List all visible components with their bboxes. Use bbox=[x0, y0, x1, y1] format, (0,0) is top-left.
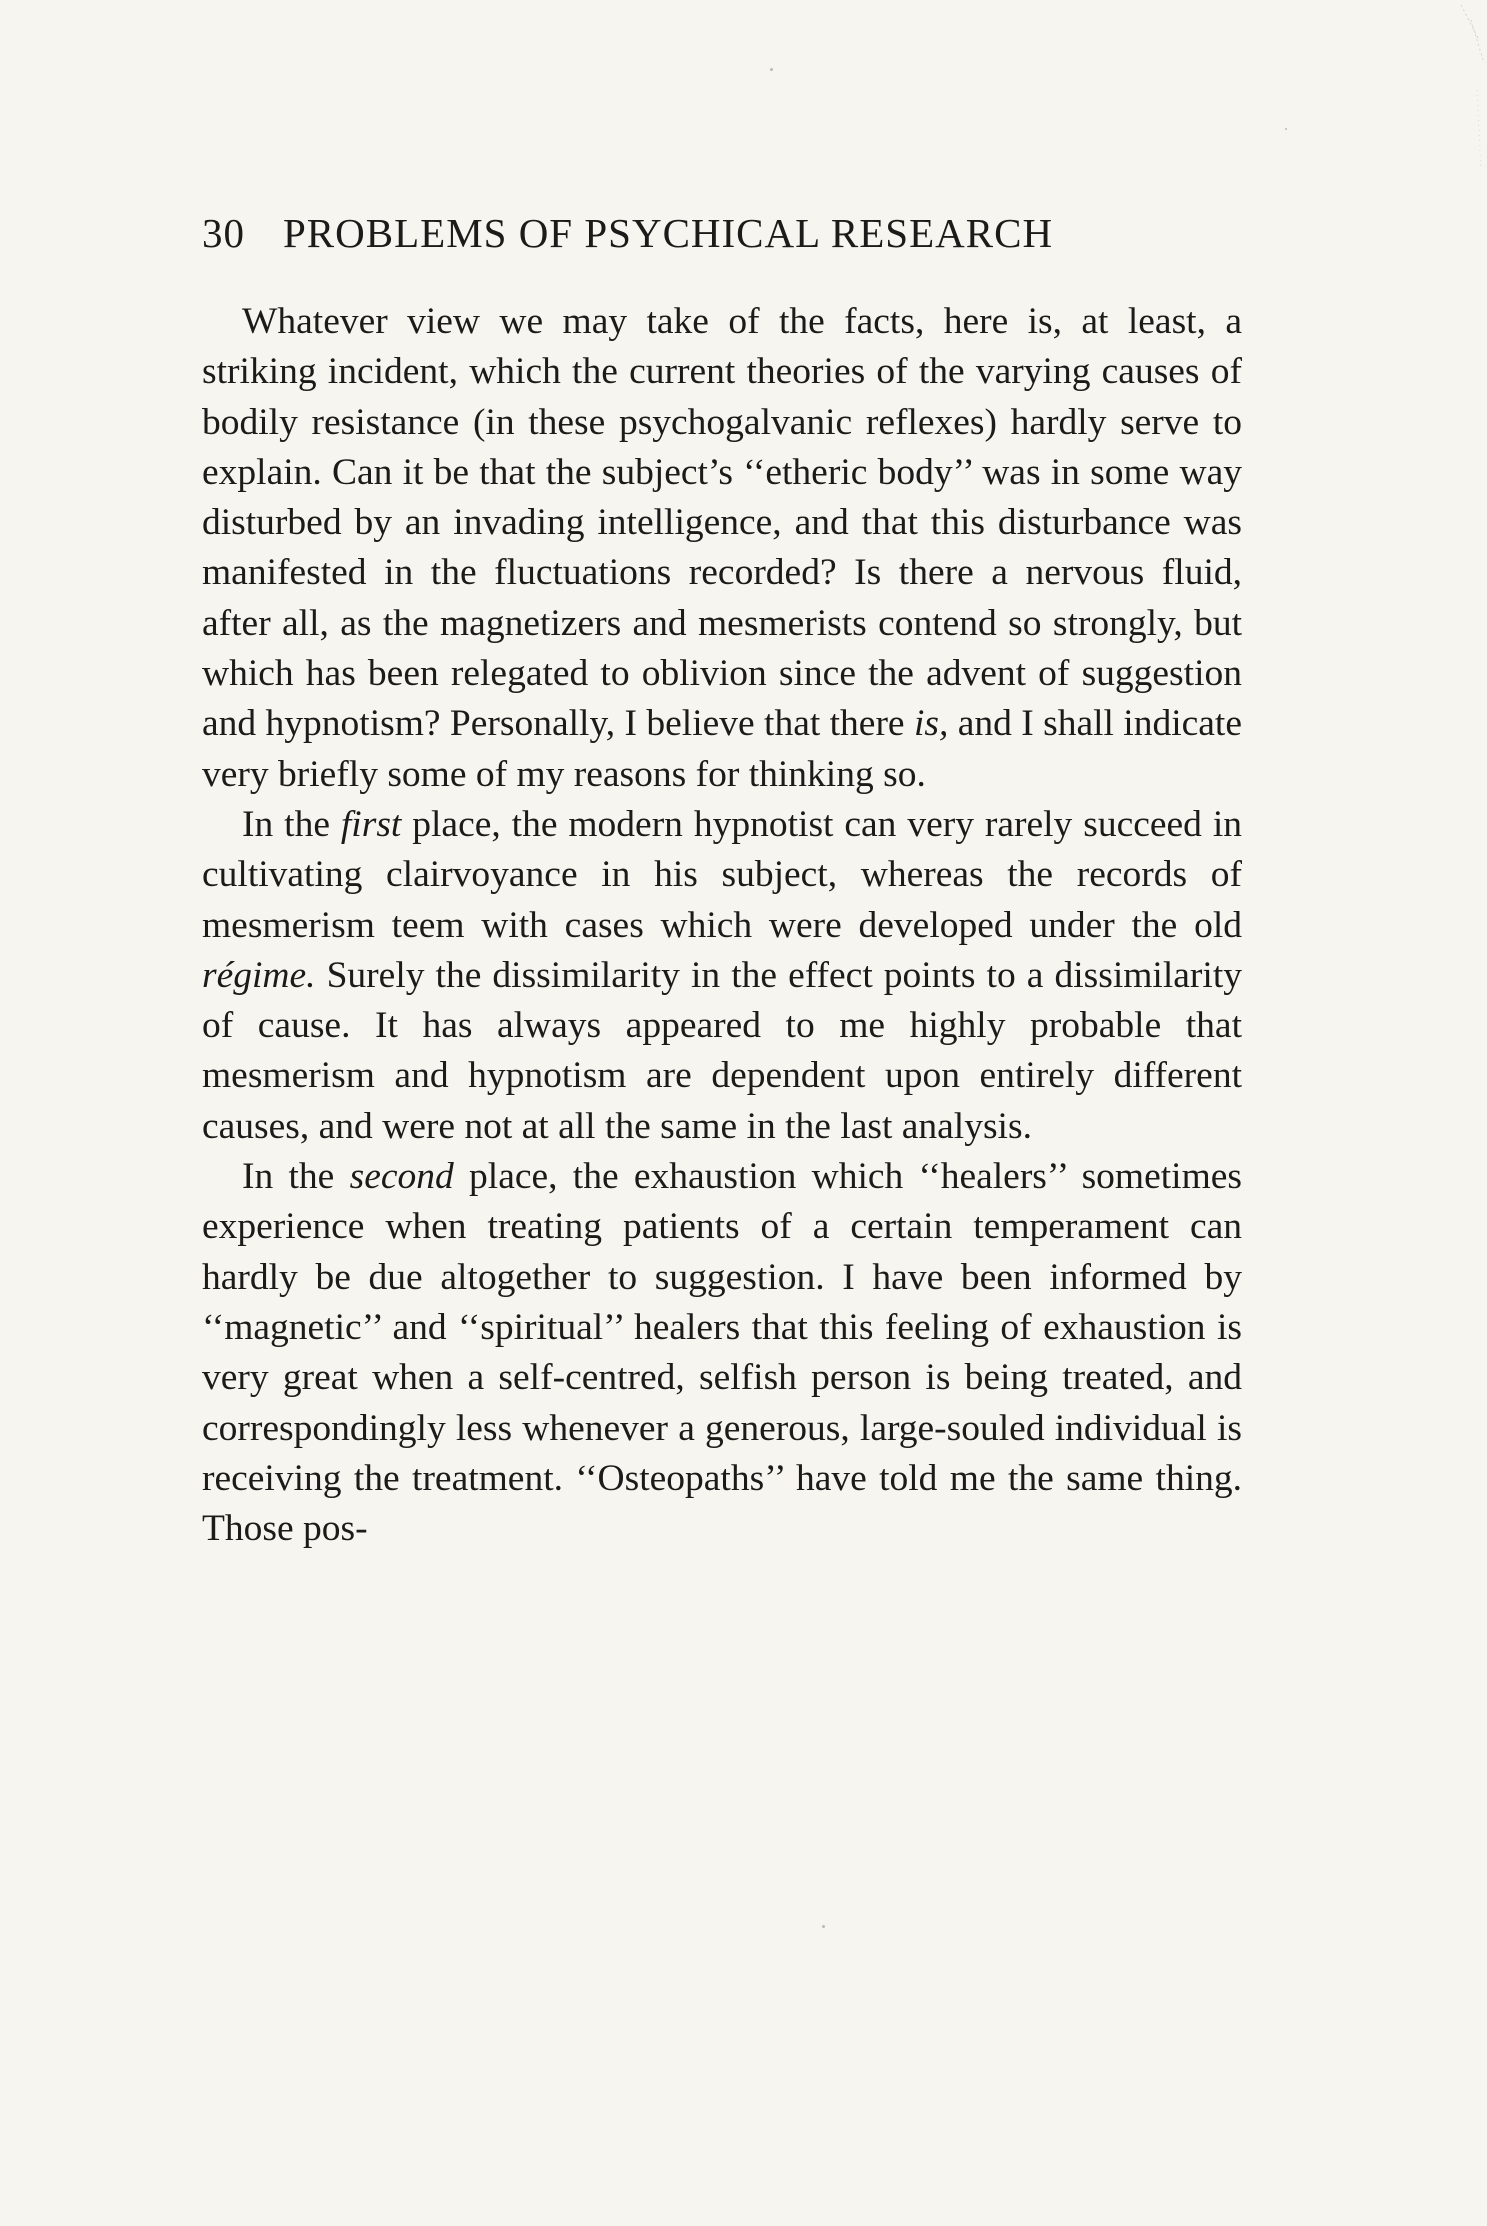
paragraph-3-emphasis-second: second bbox=[349, 1156, 454, 1198]
paragraph-2 bbox=[202, 800, 1242, 1152]
paragraph-3-text-b: place, the exhaustion which ‘‘healers’’ sometimes experience when treating patients of a certain temperament can hardly be due altogether to suggestion. I have been informed by ‘‘magnetic’’ and ‘‘spiritual’’ healers that this feeling of exhaustion is very great when a self-centred, selfish person is being treated, and correspondingly less whenever a generous, large-souled individual is receiving the treatment. ‘‘Osteopaths’’ have told me the same thing. Those pos- bbox=[202, 1156, 1242, 1550]
paper-speck bbox=[770, 68, 773, 71]
running-title: PROBLEMS OF PSYCHICAL RESEARCH bbox=[283, 210, 1054, 256]
paragraph-2-emphasis-first: first bbox=[340, 803, 402, 845]
paragraph-3 bbox=[202, 1152, 1242, 1554]
page-number: 30 bbox=[202, 210, 245, 256]
edge-scan-marks bbox=[1457, 0, 1487, 200]
paragraph-3-text-a: In the bbox=[242, 1156, 350, 1198]
paper-speck bbox=[1285, 128, 1287, 130]
paragraph-2-text-b: place, the modern hypnotist can very rarely succeed in cultivating clairvoyance in his subject, whereas the records of mesmerism teem with cases which were developed under the old bbox=[202, 803, 1242, 946]
paragraph-2-text-c: Surely the dissimilarity in the effect points to a dissimilarity of cause. It has always appeared to me highly probable that mesmerism and hypnotism are dependent upon entirely different causes, and were not at all the same in the last analysis. bbox=[202, 954, 1242, 1147]
paragraph-2-emphasis-regime: régime. bbox=[202, 954, 316, 996]
running-header bbox=[202, 208, 1242, 258]
paper-speck bbox=[822, 1925, 825, 1928]
body-text bbox=[202, 297, 1242, 1554]
paragraph-1-text-a: Whatever view we may take of the facts, here is, at least, a striking incident, which the current theories of the varying causes of bodily resistance (in these psychogalvanic reflexes) hardly serve to explain. Can it be that the subject’s ‘‘etheric body’’ was in some way disturbed by an invading intelligence, and that this disturbance was manifested in the fluctuations recorded? Is there a nervous fluid, after all, as the magnetizers and mesmerists contend so strongly, but which has been relegated to oblivion since the advent of suggestion and hypnotism? Personally, I believe that there bbox=[202, 301, 1242, 745]
paragraph-1-emphasis: is, bbox=[913, 703, 949, 745]
paragraph-2-text-a: In the bbox=[242, 803, 341, 845]
paragraph-1 bbox=[202, 297, 1242, 800]
paragraph-1-text-b: and I shall indicate very briefly some of my reasons for thinking so. bbox=[202, 703, 1242, 795]
